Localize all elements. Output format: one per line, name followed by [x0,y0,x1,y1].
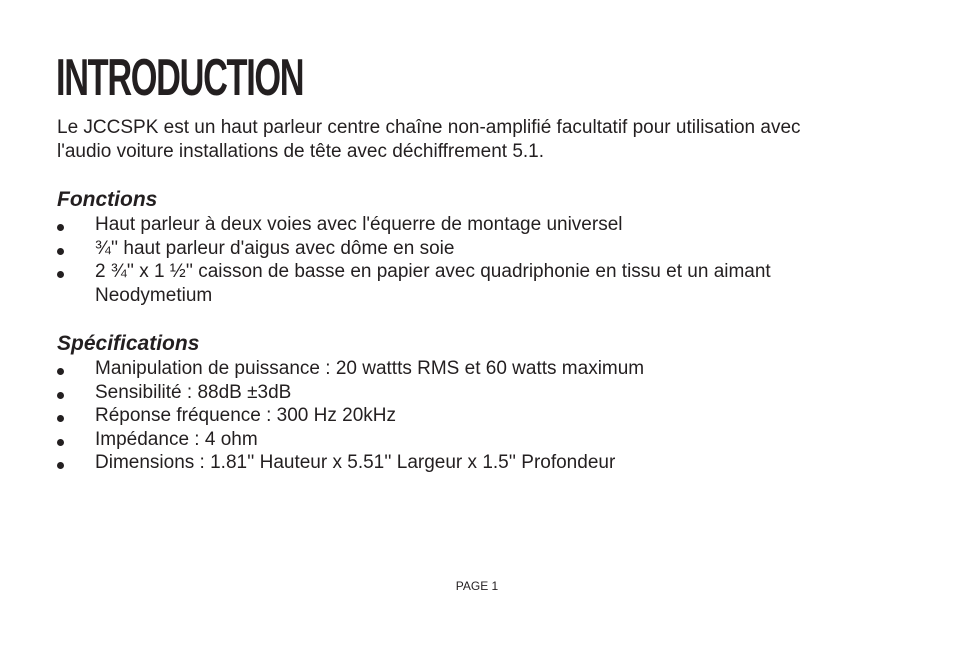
list-item-text: 2 ¾'' x 1 ½'' caisson de basse en papier avec quadriphonie en tissu et un aimant [95,261,771,282]
list-item [57,428,917,452]
list-item [57,260,917,307]
list-item-text: ¾'' haut parleur d'aigus avec dôme en soie [95,237,455,259]
bullet-icon [57,368,64,375]
fonctions-list [57,213,917,307]
bullet-icon [57,271,64,278]
list-item-text: Réponse fréquence : 300 Hz 20kHz [95,405,397,426]
bullet-icon [57,439,64,446]
list-item [57,404,917,428]
list-item [57,381,917,405]
list-item-text: Dimensions : 1.81'' Hauteur x 5.51'' Largeur x 1.5'' Profondeur [95,452,616,473]
list-item-text: Haut parleur à deux voies avec l'équerre de montage universel [95,214,623,235]
intro-line: Le JCCSPK est un haut parleur centre chaîne non-amplifié facultatif pour utilisation avec [57,117,801,138]
intro-paragraph [57,116,917,164]
list-item-text: Manipulation de puissance : 20 wattts RMS et 60 watts maximum [95,358,645,379]
page-title: INTRODUCTION [56,49,304,107]
page-number: PAGE 1 [455,579,499,593]
bullet-icon [57,392,64,399]
list-item-text: Sensibilité : 88dB ±3dB [95,381,292,403]
bullet-icon [57,415,64,422]
fonctions-heading: Fonctions [57,188,158,211]
bullet-icon [57,224,64,231]
list-item [57,213,917,237]
list-item [57,451,917,475]
specifications-heading: Spécifications [57,332,200,355]
list-item-text-continued: Neodymetium [95,284,213,306]
specifications-list [57,357,917,475]
bullet-icon [57,248,64,255]
intro-line: l'audio voiture installations de tête avec déchiffrement 5.1. [57,141,545,162]
list-item [57,357,917,381]
list-item [57,237,917,261]
list-item-text: Impédance : 4 ohm [95,428,258,450]
bullet-icon [57,462,64,469]
